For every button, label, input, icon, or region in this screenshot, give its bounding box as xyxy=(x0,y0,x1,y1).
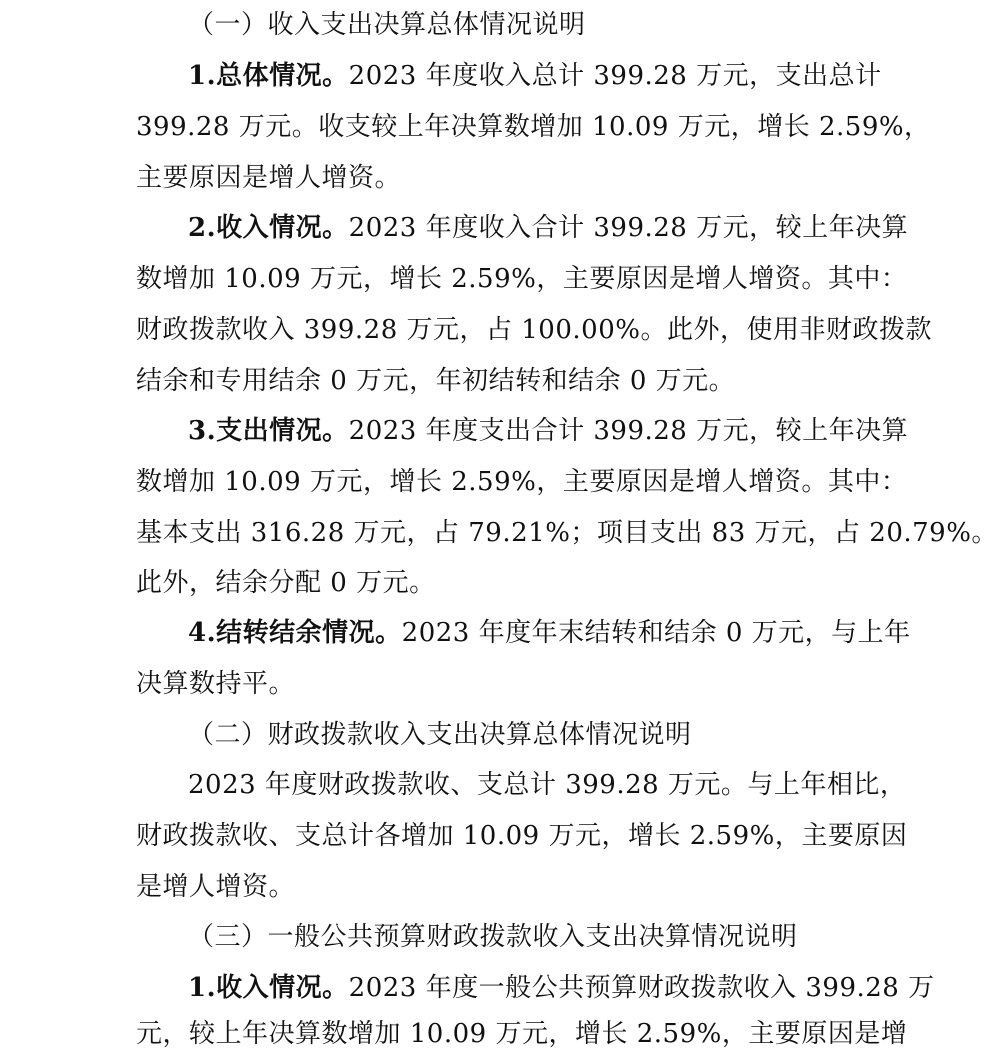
section-heading: （三）一般公共预算财政拨款收入支出决算情况说明 xyxy=(188,922,798,952)
paragraph-line: 元，较上年决算数增加 10.09 万元，增长 2.59%，主要原因是增 xyxy=(136,1019,908,1049)
paragraph-line: 主要原因是增人增资。 xyxy=(136,163,402,193)
paragraph-text: 2023 年度年末结转和结余 0 万元，与上年 xyxy=(401,618,911,648)
paragraph-first-line xyxy=(188,51,948,101)
paragraph-text: 2023 年度支出合计 399.28 万元，较上年决算 xyxy=(348,416,909,446)
paragraph-line: 决算数持平。 xyxy=(136,669,296,699)
paragraph-first-line xyxy=(188,963,948,1013)
paragraph-line: 财政拨款收、支总计各增加 10.09 万元，增长 2.59%，主要原因 xyxy=(136,821,908,851)
paragraph-text: 2023 年度收入总计 399.28 万元，支出总计 xyxy=(348,61,882,91)
section-heading: （一）收入支出决算总体情况说明 xyxy=(188,10,586,40)
paragraph-first-line xyxy=(188,203,948,253)
paragraph-first-line xyxy=(188,406,948,456)
paragraph-line: 数增加 10.09 万元，增长 2.59%，主要原因是增人增资。其中： xyxy=(136,467,908,497)
paragraph-line: 数增加 10.09 万元，增长 2.59%，主要原因是增人增资。其中： xyxy=(136,264,908,294)
paragraph-text: 2023 年度一般公共预算财政拨款收入 399.28 万 xyxy=(348,973,935,1003)
paragraph-line: 399.28 万元。收支较上年决算数增加 10.09 万元，增长 2.59%， xyxy=(136,112,931,142)
paragraph-lead: 2.收入情况。 xyxy=(188,213,349,243)
paragraph-lead: 1.收入情况。 xyxy=(188,973,349,1003)
paragraph-line: 是增人增资。 xyxy=(136,872,296,902)
paragraph-first-line xyxy=(188,608,948,658)
paragraph-lead: 4.结转结余情况。 xyxy=(188,618,402,648)
paragraph-text: 2023 年度收入合计 399.28 万元，较上年决算 xyxy=(348,213,909,243)
paragraph-first-line: 2023 年度财政拨款收、支总计 399.28 万元。与上年相比， xyxy=(188,770,907,800)
paragraph-line: 结余和专用结余 0 万元，年初结转和结余 0 万元。 xyxy=(136,366,736,396)
section-heading: （二）财政拨款收入支出决算总体情况说明 xyxy=(188,720,692,750)
paragraph-lead: 1.总体情况。 xyxy=(188,61,349,91)
paragraph-lead: 3.支出情况。 xyxy=(188,416,349,446)
paragraph-line: 此外，结余分配 0 万元。 xyxy=(136,568,436,598)
paragraph-line: 基本支出 316.28 万元，占 79.21%；项目支出 83 万元，占 20.79%。 xyxy=(136,518,998,548)
paragraph-line: 财政拨款收入 399.28 万元，占 100.00%。此外，使用非财政拨款 xyxy=(136,315,932,345)
